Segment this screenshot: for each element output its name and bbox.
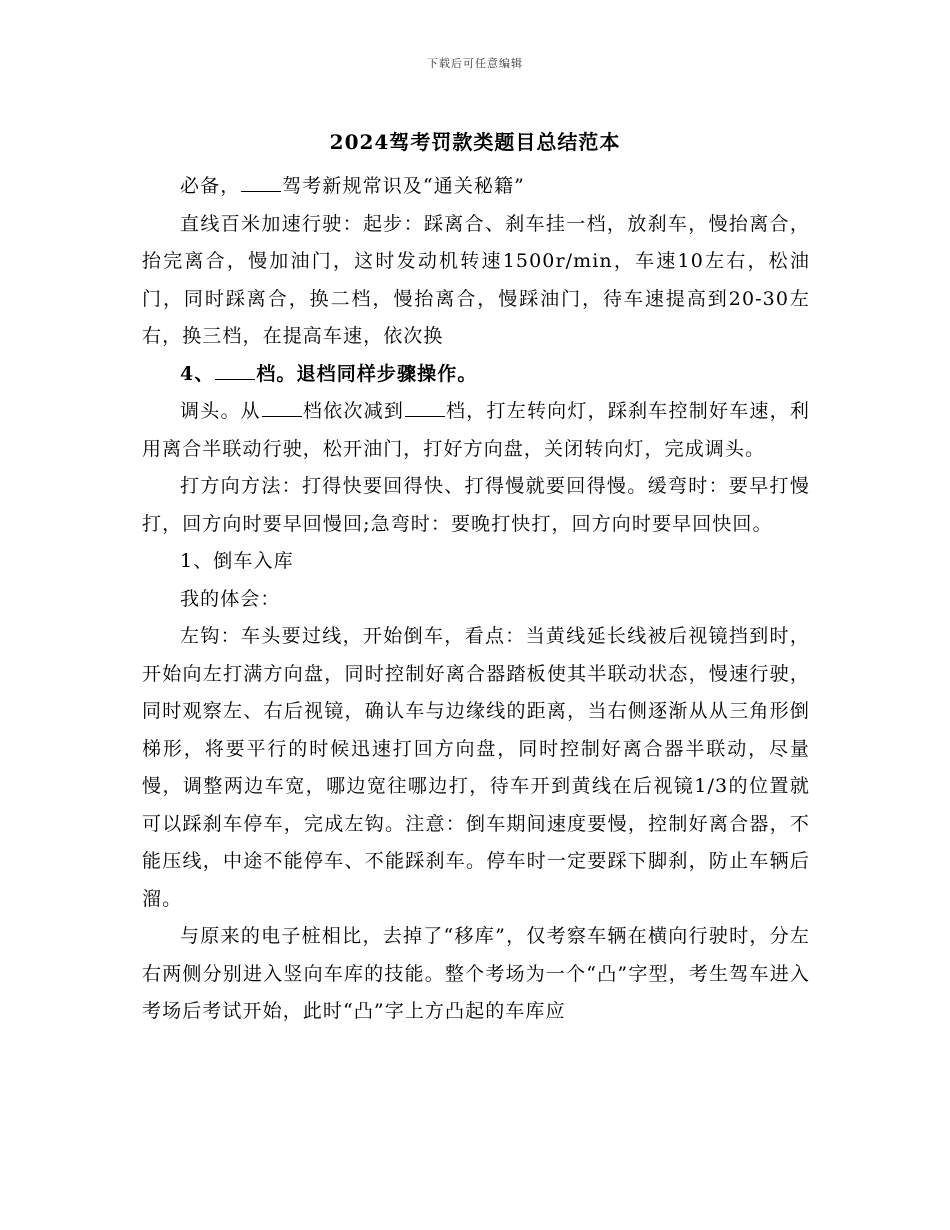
document-body xyxy=(142,168,810,1031)
paragraph-left-hook: 左钩：车头要过线，开始倒车，看点：当黄线延长线被后视镜挡到时，开始向左打满方向盘，同时控制好离合器踏板使其半联动状态，慢速行驶，同时观察左、右后视镜，确认车与边缘线的距离，当右侧逐渐从从三角形倒梯形，将要平行的时候迅速打回方向盘，同时控制好离合器半联动，尽量慢，调整两边车宽，哪边宽往哪边打，待车开到黄线在后视镜1/3的位置就可以踩刹车停车，完成左钩。注意：倒车期间速度要慢，控制好离合器，不能压线，中途不能停车、不能踩刹车。停车时一定要踩下脚刹，防止车辆后溜。 xyxy=(142,625,810,910)
document-title: 2024驾考罚款类题目总结范本 xyxy=(329,130,621,154)
fill-blank xyxy=(262,399,302,417)
fill-blank xyxy=(405,399,445,417)
paragraph-text: 档，打左转向灯，踩刹车控制好车速，利用离合半联动行驶，松开油门，打好方向盘，关闭转向灯，完成调头。 xyxy=(142,400,810,460)
paragraph-text: 档依次减到 xyxy=(302,400,405,422)
paragraph-straight-acceleration: 直线百米加速行驶：起步：踩离合、刹车挂一档，放刹车，慢抬离合，抬完离合，慢加油门，这时发动机转速1500r/min，车速10左右，松油门，同时踩离合，换二档，慢抬离合，慢踩油门，待车速提高到20-30左右，换三档，在提高车速，依次换 xyxy=(142,212,810,347)
paragraph-text: 档。退档同样步骤操作。 xyxy=(256,362,478,385)
paragraph-text: 驾考新规常识及“通关秘籍” xyxy=(282,175,525,197)
paragraph-comparison: 与原来的电子桩相比，去掉了“移库”，仅考察车辆在横向行驶时，分左右两侧分别进入竖向车库的技能。整个考场为一个“凸”字型，考生驾车进入考场后考试开始，此时“凸”字上方凸起的车库应 xyxy=(142,925,810,1022)
paragraph-text: 4、 xyxy=(180,362,215,385)
paragraph-gear-4 xyxy=(142,356,810,394)
paragraph-intro xyxy=(142,168,810,206)
paragraph-text: 调头。从 xyxy=(180,400,261,422)
paragraph-section-heading: 1、倒车入库 xyxy=(180,550,294,572)
header-note: 下载后可任意编辑 xyxy=(427,57,523,70)
paragraph-my-experience: 我的体会： xyxy=(180,587,281,610)
paragraph-u-turn xyxy=(142,393,810,468)
paragraph-text: 必备， xyxy=(180,175,241,197)
paragraph-steering-method: 打方向方法：打得快要回得快、打得慢就要回得慢。缓弯时：要早打慢打，回方向时要早回慢回;急弯时：要晚打快打，回方向时要早回快回。 xyxy=(142,475,810,535)
fill-blank xyxy=(241,174,281,192)
fill-blank xyxy=(215,361,255,379)
